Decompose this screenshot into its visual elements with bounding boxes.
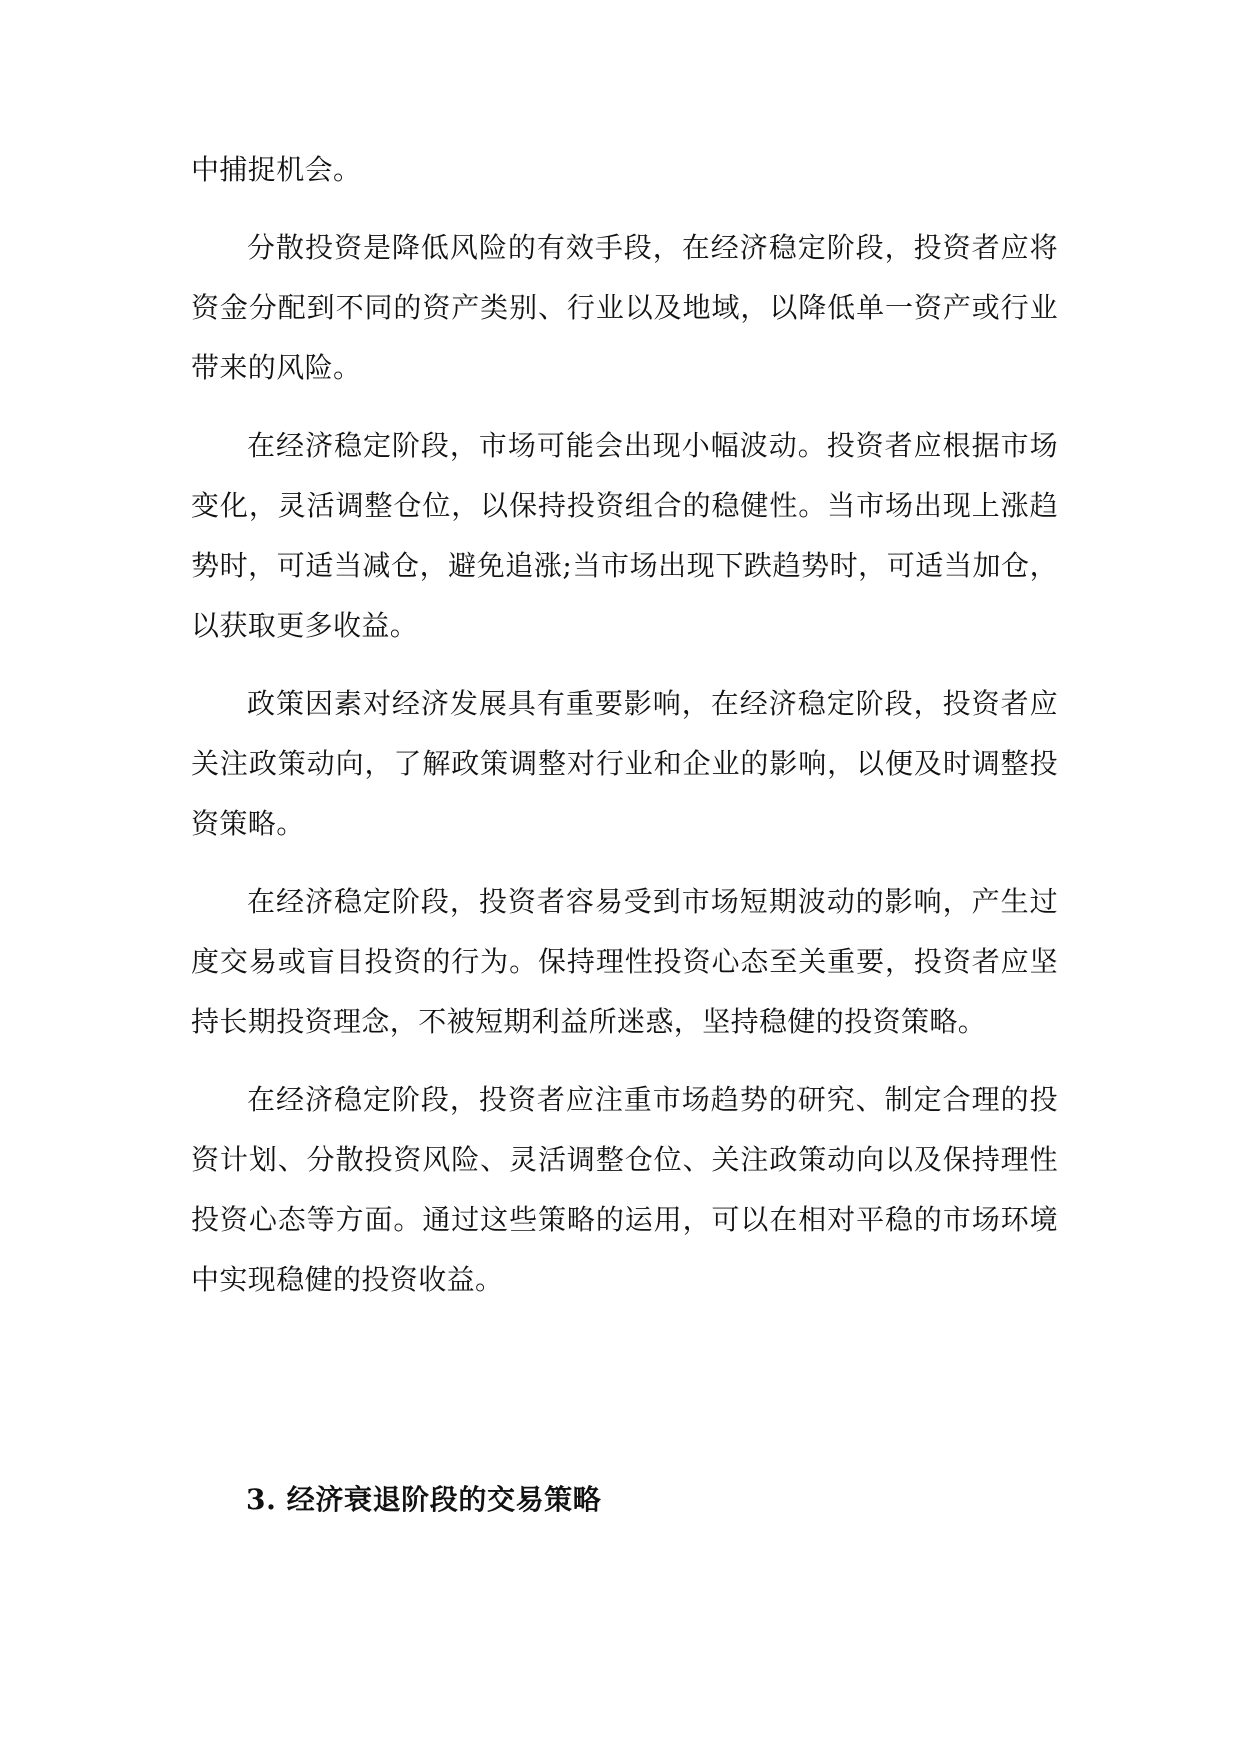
paragraph-continuation: 中捕捉机会。 xyxy=(191,153,362,186)
paragraph-rational-mindset: 在经济稳定阶段，投资者容易受到市场短期波动的影响，产生过度交易或盲目投资的行为。保持理性投资心态至关重要，投资者应坚持长期投资理念，不被短期利益所迷惑，坚持稳健的投资策略。 xyxy=(191,885,1058,1038)
body-text xyxy=(191,140,1058,1310)
paragraph-diversification: 分散投资是降低风险的有效手段，在经济稳定阶段，投资者应将资金分配到不同的资产类别、行业以及地域，以降低单一资产或行业带来的风险。 xyxy=(191,231,1058,384)
paragraph-policy: 政策因素对经济发展具有重要影响，在经济稳定阶段，投资者应关注政策动向，了解政策调整对行业和企业的影响，以便及时调整投资策略。 xyxy=(191,687,1058,840)
section-heading: 3. 经济衰退阶段的交易策略 xyxy=(246,1483,602,1516)
paragraph-position-adjustment: 在经济稳定阶段，市场可能会出现小幅波动。投资者应根据市场变化，灵活调整仓位，以保持投资组合的稳健性。当市场出现上涨趋势时，可适当减仓，避免追涨;当市场出现下跌趋势时，可适当加仓，以获取更多收益。 xyxy=(191,429,1058,642)
paragraph-summary: 在经济稳定阶段，投资者应注重市场趋势的研究、制定合理的投资计划、分散投资风险、灵活调整仓位、关注政策动向以及保持理性投资心态等方面。通过这些策略的运用，可以在相对平稳的市场环境中实现稳健的投资收益。 xyxy=(191,1083,1058,1296)
